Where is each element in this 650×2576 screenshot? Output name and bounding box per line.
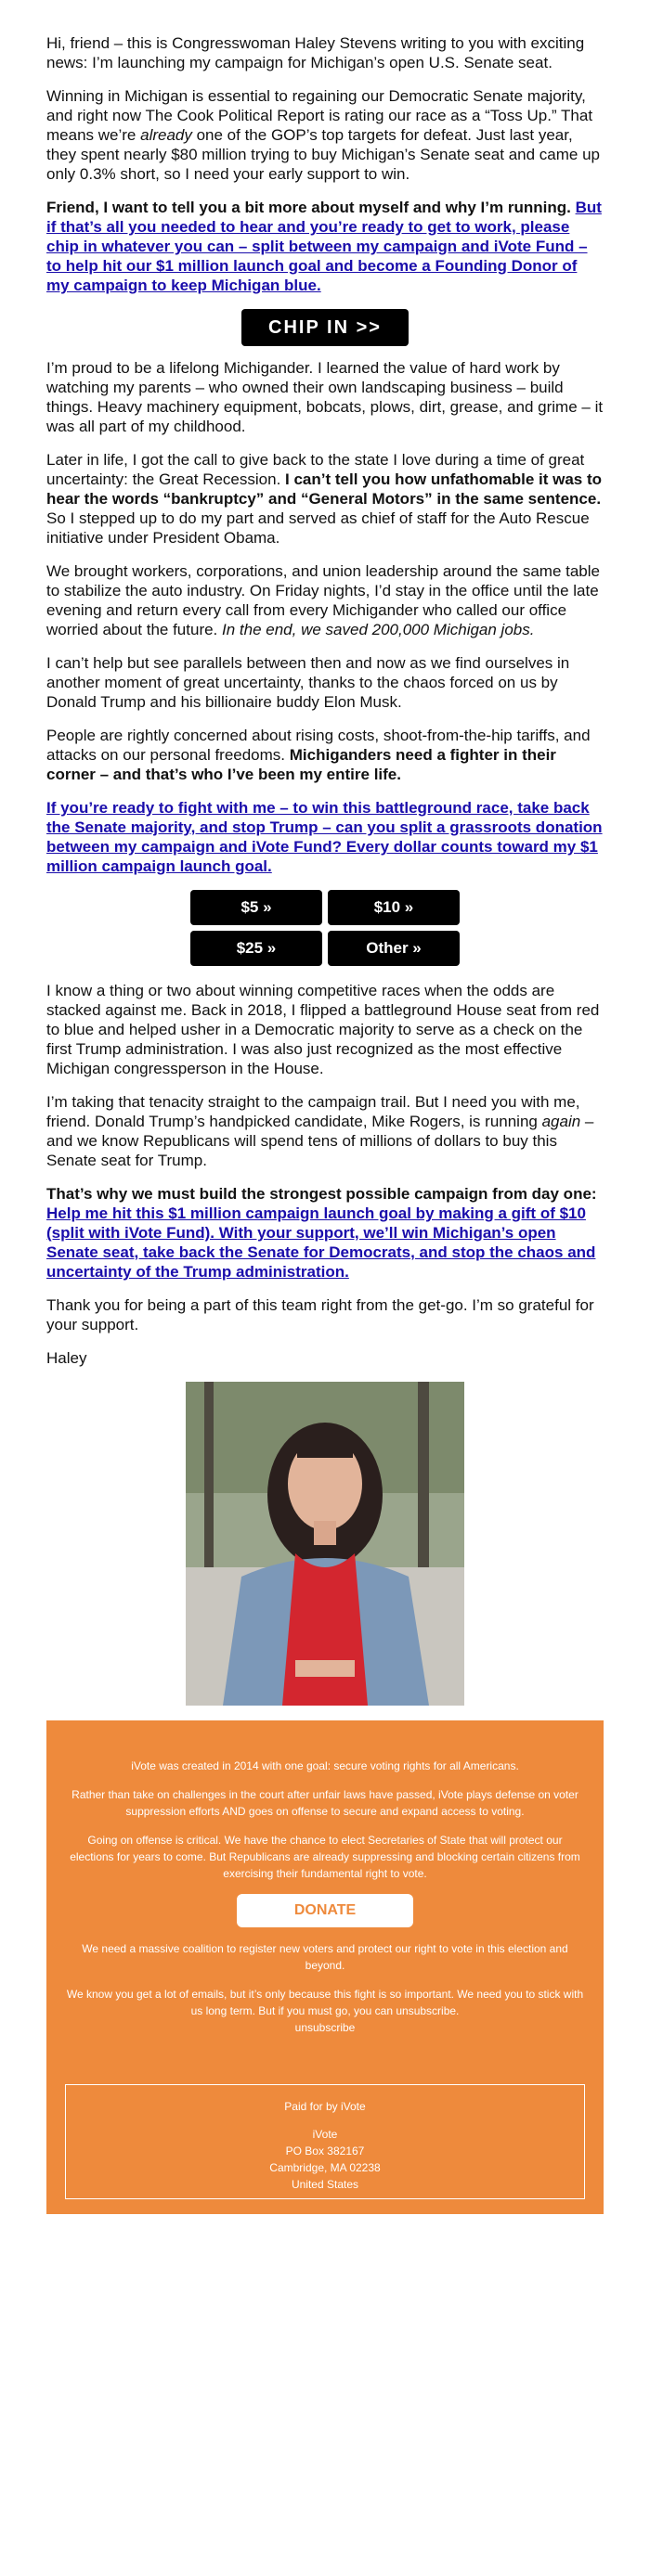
signature: Haley xyxy=(46,1349,87,1367)
story-paragraph-4: I can’t help but see parallels between then and now as we find ourselves in another moment of great uncertainty, thanks to the chaos forced on us by Donald Trump and his billionaire buddy Elon Musk. xyxy=(46,654,570,711)
footer-paragraph-2: Rather than take on challenges in the court after unfair laws have passed, iVote plays defense on voter suppression efforts AND goes on offense to secure and expand access to voting. xyxy=(72,1788,578,1818)
footer-paragraph-3: Going on offense is critical. We have the chance to elect Secretaries of State that will protect our elections for years to come. But Republicans are already suppressing and blocking certain citizens from exercising their fundamental right to vote. xyxy=(70,1834,580,1880)
fight-donate-link[interactable]: If you’re ready to fight with me – to win this battleground race, take back the Senate majority, and stop Trump – can you split a grassroots donation between my campaign and iVote Fund? Every dollar counts toward my $1 million campaign launch goal. xyxy=(46,799,603,875)
donate-other-button[interactable]: Other » xyxy=(328,931,460,966)
address-org: iVote xyxy=(312,2128,338,2141)
footer-paragraph-4: We need a massive coalition to register new voters and protect our right to vote in this election and beyond. xyxy=(82,1942,568,1972)
address-country: United States xyxy=(291,2178,359,2191)
donate-25-button[interactable]: $25 » xyxy=(190,931,322,966)
paid-for-box xyxy=(65,2084,585,2199)
donate-10-button[interactable]: $10 » xyxy=(328,890,460,925)
mailing-address xyxy=(66,2126,584,2193)
closing-paragraph-3: That’s why we must build the strongest possible campaign from day one: Help me hit this $1 million campaign launch goal by making a gift of $10 (split with iVote Fund). With your support, we’ll win Michigan’s open Senate seat, take back the Senate for Democrats, and stop the chaos and uncertainty of the Trump administration. xyxy=(46,1185,597,1281)
chip-in-wrap xyxy=(46,309,604,346)
intro-paragraph-2: Winning in Michigan is essential to regaining our Democratic Senate majority, and right now The Cook Political Report is rating our race as a “Toss Up.” That means we’re already one of the GOP’s top targets for defeat. Just last year, they spent nearly $80 million trying to buy Michigan’s Senate seat and came up only 0.3% short, so I need your early support to win. xyxy=(46,87,600,183)
intro-paragraph-3: Friend, I want to tell you a bit more about myself and why I’m running. But if that’s all you needed to hear and you’re ready to get to work, please chip in whatever you can – split between my campaign and iVote Fund – to help hit our $1 million launch goal and become a Founding Donor of my campaign to keep Michigan blue. xyxy=(46,199,602,294)
candidate-photo-illustration xyxy=(186,1382,464,1706)
story-paragraph-6 xyxy=(46,798,604,876)
story-paragraph-2: Later in life, I got the call to give back to the state I love during a time of great uncertainty: the Great Recession. I can’t tell you how unfathomable it was to hear the words “bankruptcy” and “General Motors” in the same sentence. So I stepped up to do my part and served as chief of staff for the Auto Rescue initiative under President Obama. xyxy=(46,451,603,547)
paid-for-line: Paid for by iVote xyxy=(284,2100,366,2113)
donate-button[interactable]: DONATE xyxy=(237,1894,413,1927)
story-paragraph-5: People are rightly concerned about rising costs, shoot-from-the-hip tariffs, and attacks on our personal freedoms. Michiganders need a fighter in their corner – and that’s who I’ve been my entire life. xyxy=(46,727,591,783)
intro-donate-link[interactable]: But if that’s all you needed to hear and you’re ready to get to work, please chip in whatever you can – split between my campaign and iVote Fund – to help hit our $1 million launch goal and become a Founding Donor of my campaign to keep Michigan blue. xyxy=(46,199,602,294)
address-po-box: PO Box 382167 xyxy=(285,2145,365,2157)
unsubscribe-link[interactable]: unsubscribe xyxy=(294,2021,356,2034)
story-paragraph-1: I’m proud to be a lifelong Michigander. I learned the value of hard work by watching my parents – who owned their own landscaping business – build things. Heavy machinery equipment, bobcats, plows, dirt, grease, and grime – it was all part of my childhood. xyxy=(46,359,604,435)
candidate-photo xyxy=(186,1382,464,1706)
email-body xyxy=(46,0,604,2214)
story-paragraph-3: We brought workers, corporations, and union leadership around the same table to stabilize the auto industry. On Friday nights, I’d stay in the office until the late evening and return every call from every Michigander who called our office worried about the future. In the end, we saved 200,000 Michigan jobs. xyxy=(46,562,600,638)
address-city: Cambridge, MA 02238 xyxy=(269,2161,381,2174)
chip-in-button[interactable]: CHIP IN >> xyxy=(241,309,409,346)
gift-10-link[interactable]: Help me hit this $1 million campaign launch goal by making a gift of $10 (split with iVote Fund). With your support, we’ll win Michigan’s open Senate seat, take back the Senate for Democrats, and stop the chaos and uncertainty of the Trump administration. xyxy=(46,1204,596,1281)
intro-greeting: Hi, friend – this is Congresswoman Haley Stevens writing to you with exciting news: I’m launching my campaign for Michigan’s open U.S. Senate seat. xyxy=(46,34,585,71)
footer-paragraph-1: iVote was created in 2014 with one goal: secure voting rights for all Americans. xyxy=(131,1759,519,1772)
footer-paragraph-5: We know you get a lot of emails, but it’s only because this fight is so important. We need you to stick with us long term. But if you must go, you can unsubscribe. unsubscribe xyxy=(66,1988,584,2034)
closing-paragraph-2: I’m taking that tenacity straight to the campaign trail. But I need you with me, friend. Donald Trump’s handpicked candidate, Mike Rogers, is running again – and we know Republicans will spend tens of millions of dollars to buy this Senate seat for Trump. xyxy=(46,1093,594,1169)
closing-paragraph-1: I know a thing or two about winning competitive races when the odds are stacked against me. Back in 2018, I flipped a battleground House seat from red to blue and helped usher in a Democratic majority to serve as a check on the first Trump administration. I was also just recognized as the most effective Michigan congressperson in the House. xyxy=(46,982,600,1077)
ivote-footer xyxy=(46,1720,604,2214)
donate-5-button[interactable]: $5 » xyxy=(190,890,322,925)
donation-amount-grid xyxy=(190,890,460,966)
closing-paragraph-4: Thank you for being a part of this team right from the get-go. I’m so grateful for your support. xyxy=(46,1296,594,1333)
